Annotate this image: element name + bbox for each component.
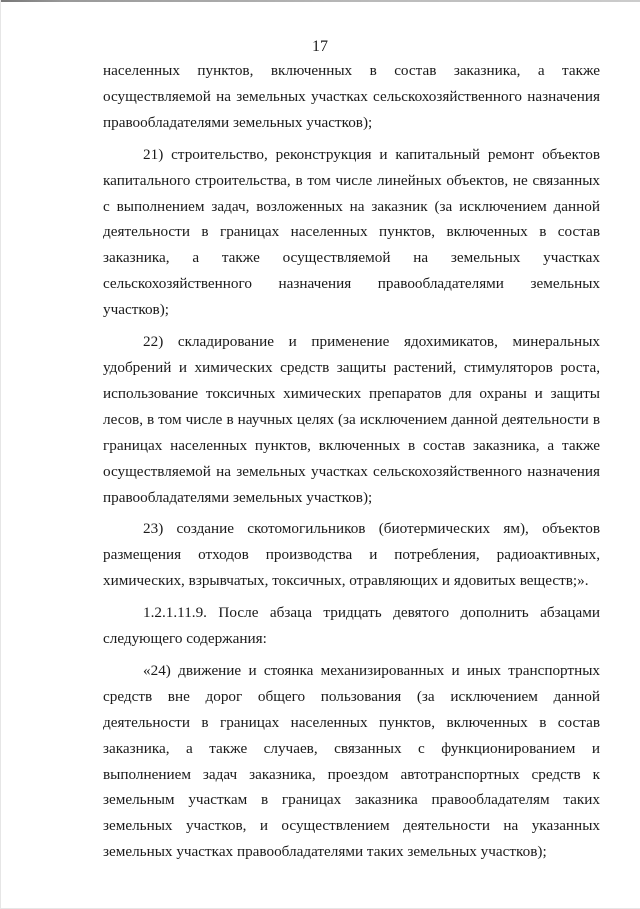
paragraph-clause-1-2-1-11-9: 1.2.1.11.9. После абзаца тридцать девятого дополнить абзацами следующего содержания: <box>103 604 600 648</box>
paragraph-item-23: 23) создание скотомогильников (биотермических ям), объектов размещения отходов производства и потребления, радиоактивных, химических, взрывчатых, токсичных, отравляющих и ядовитых веществ;». <box>103 520 600 590</box>
paragraph-item-21: 21) строительство, реконструкция и капитальный ремонт объектов капитального строительства, в том числе линейных объектов, не связанных с выполнением задач, возложенных на заказник (за исключением данной деятельности в границах населенных пунктов, включенных в состав заказника, а также осуществляемой на земельных участках сельскохозяйственного назначения правообладателями земельных участков); <box>103 145 600 319</box>
page-left-edge <box>0 0 1 909</box>
page-number: 17 <box>312 38 328 55</box>
paragraph-item-22: 22) складирование и применение ядохимикатов, минеральных удобрений и химических средств защиты растений, стимуляторов роста, использование токсичных химических препаратов для охраны и защиты лесов, в том числе в научных целях (за исключением данной деятельности в границах населенных пунктов, включенных в состав заказника, а также осуществляемой на земельных участках сельскохозяйственного назначения правообладателями земельных участков); <box>103 333 600 506</box>
paragraph-item-24: «24) движение и стоянка механизированных и иных транспортных средств вне дорог общего пользования (за исключением данной деятельности в границах населенных пунктов, включенных в состав заказника, а также случаев, связанных с функционированием и выполнением задач заказника, проездом автотранспортных средств к земельным участкам в границах заказника правообладателям таких земельных участков, и осуществлением деятельности на указанных земельных участках правообладателями таких земельных участков); <box>103 661 600 861</box>
document-body <box>103 58 600 871</box>
page-top-edge <box>0 0 640 2</box>
paragraph-continuation: населенных пунктов, включенных в состав заказника, а также осуществляемой на земельных участках сельскохозяйственного назначения правообладателями земельных участков); <box>103 62 600 131</box>
